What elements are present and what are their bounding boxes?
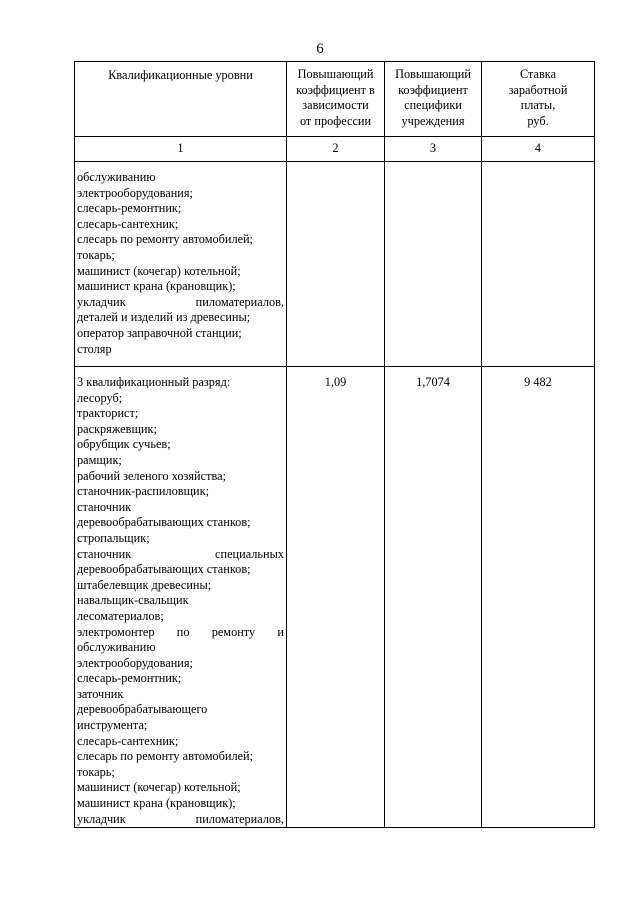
qualification-table xyxy=(74,61,595,828)
text-line: учреждения xyxy=(401,113,465,128)
column-number-1: 1 xyxy=(75,137,287,162)
text-line: обслуживанию xyxy=(77,640,156,655)
text-line: от профессии xyxy=(299,113,372,128)
text-line: токарь; xyxy=(77,247,115,262)
text-line: Квалификационные уровни xyxy=(108,68,253,82)
text-line: коэффициент в xyxy=(296,82,375,97)
text-line: раскряжевщик; xyxy=(77,421,157,436)
text-word: станочник xyxy=(77,546,132,561)
text-line: машинист крана (крановщик); xyxy=(77,279,236,294)
text-line: заточник xyxy=(77,686,124,701)
header-qualification-levels xyxy=(75,62,287,137)
text-line: навальщик-свальщик xyxy=(77,593,189,608)
text-line: рабочий зеленого хозяйства; xyxy=(77,468,226,483)
text-line: стропальщик; xyxy=(77,530,150,545)
professions-list-continued xyxy=(75,162,287,367)
text-line: коэффициент xyxy=(398,82,468,97)
text-line: платы, xyxy=(520,98,556,113)
empty-cell xyxy=(287,162,385,367)
text-line: Повышающий xyxy=(297,67,374,81)
text-line: деревообрабатывающих станков; xyxy=(77,562,251,577)
header-profession-coefficient xyxy=(287,62,385,137)
salary-rate-value: 9 482 xyxy=(482,367,595,828)
text-line: слесарь-сантехник; xyxy=(77,733,179,748)
text-line: лесоруб; xyxy=(77,390,123,405)
text-line: электрооборудования; xyxy=(77,655,193,670)
text-line: лесоматериалов; xyxy=(77,608,164,623)
text-line: Ставка xyxy=(519,67,557,81)
table-row-grade-3 xyxy=(75,367,595,828)
text-line: машинист (кочегар) котельной; xyxy=(77,780,241,795)
text-line: обрубщик сучьев; xyxy=(77,437,171,452)
profession-coefficient-value: 1,09 xyxy=(287,367,385,828)
text-line: слесарь по ремонту автомобилей; xyxy=(77,232,254,247)
text-line xyxy=(77,625,284,641)
column-number-row xyxy=(75,137,595,162)
table-row-continuation xyxy=(75,162,595,367)
text-line: 3 квалификационный разряд: xyxy=(77,375,231,389)
text-line: специфики xyxy=(404,98,462,113)
text-line: машинист крана (крановщик); xyxy=(77,796,236,811)
text-line: станочник-распиловщик; xyxy=(77,484,210,499)
text-line: руб. xyxy=(527,113,549,128)
text-line: оператор заправочной станции; xyxy=(77,325,242,340)
table-header-row xyxy=(75,62,595,137)
text-line: тракторист; xyxy=(77,406,139,421)
text-line: слесарь-ремонтник; xyxy=(77,201,182,216)
text-word: укладчик xyxy=(77,811,126,826)
text-line: деревообрабатывающего xyxy=(77,702,208,717)
text-line: деталей и изделий из древесины; xyxy=(77,310,251,325)
text-line: слесарь-сантехник; xyxy=(77,216,179,231)
column-number-4: 4 xyxy=(482,137,595,162)
column-number-2: 2 xyxy=(287,137,385,162)
text-line: токарь; xyxy=(77,764,115,779)
text-line: обслуживанию xyxy=(77,170,156,184)
text-line: заработной xyxy=(508,82,568,97)
text-line xyxy=(77,812,284,828)
text-word: пиломатериалов, xyxy=(195,294,284,309)
text-line: зависимости xyxy=(302,98,369,113)
text-word: электромонтер xyxy=(77,624,155,639)
text-line xyxy=(77,547,284,563)
text-line: электрооборудования; xyxy=(77,185,193,200)
text-word: пиломатериалов, xyxy=(195,811,284,826)
text-line: Повышающий xyxy=(395,67,471,81)
text-line: штабелевщик древесины; xyxy=(77,577,212,592)
text-line: слесарь-ремонтник; xyxy=(77,671,182,686)
column-number-3: 3 xyxy=(385,137,482,162)
text-line: машинист (кочегар) котельной; xyxy=(77,263,241,278)
text-word: по xyxy=(176,624,190,639)
grade-3-professions-list xyxy=(75,367,287,828)
text-line: инструмента; xyxy=(77,718,148,733)
text-word: и xyxy=(277,624,284,639)
text-word: укладчик xyxy=(77,294,126,309)
text-line: станочник xyxy=(77,499,132,514)
header-institution-coefficient xyxy=(385,62,482,137)
empty-cell xyxy=(385,162,482,367)
text-line: деревообрабатывающих станков; xyxy=(77,515,251,530)
institution-coefficient-value: 1,7074 xyxy=(385,367,482,828)
text-line: рамщик; xyxy=(77,452,122,467)
text-word: ремонту xyxy=(211,624,256,639)
text-word: специальных xyxy=(215,546,284,561)
header-salary-rate xyxy=(482,62,595,137)
text-line: столяр xyxy=(77,341,112,356)
text-line xyxy=(77,295,284,311)
text-line: слесарь по ремонту автомобилей; xyxy=(77,749,254,764)
page-number: 6 xyxy=(316,41,324,57)
empty-cell xyxy=(482,162,595,367)
